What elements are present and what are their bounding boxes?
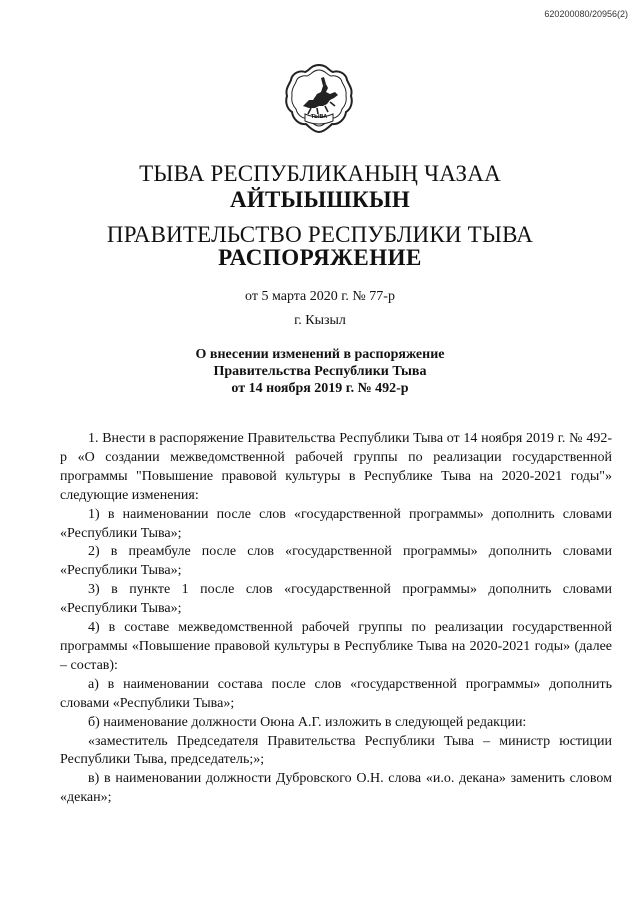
body-paragraph: б) наименование должности Оюна А.Г. изложить в следующей редакции: xyxy=(88,714,527,730)
body-paragraph: «заместитель Председателя Правительства Республики Тыва – министр юстиции Республики Тыва, председатель;»; xyxy=(60,733,612,768)
header-tuvan-order: АЙТЫЫШКЫН xyxy=(229,187,411,212)
body-paragraph: а) в наименовании состава после слов «государственной программы» дополнить словами «Республики Тыва»; xyxy=(60,676,612,711)
body-paragraph: 4) в составе межведомственной рабочей группы по реализации государственной программы «Повышение правовой культуры в Республике Тыва на 2020-2021 годы» (далее – состав): xyxy=(60,620,612,673)
body-paragraph: 2) в преамбуле после слов «государственной программы» дополнить словами «Республики Тыва»; xyxy=(60,544,612,579)
document-city: г. Кызыл xyxy=(294,313,346,328)
header-government: ПРАВИТЕЛЬСТВО РЕСПУБЛИКИ ТЫВА xyxy=(106,222,534,247)
document-date-number: от 5 марта 2020 г. № 77-р xyxy=(245,289,395,304)
subject-line-3: от 14 ноября 2019 г. № 492-р xyxy=(231,381,409,396)
subject-line-1: О внесении изменений в распоряжение xyxy=(195,347,445,362)
document-subject xyxy=(0,346,640,397)
header-tuvan-government: ТЫВА РЕСПУБЛИКАНЫҢ ЧАЗАА xyxy=(139,161,501,186)
emblem-label: ТЫВА xyxy=(310,114,328,120)
document-body xyxy=(60,430,612,808)
body-paragraph: 3) в пункте 1 после слов «государственной программы» дополнить словами «Республики Тыва»; xyxy=(60,582,612,617)
subject-line-2: Правительства Республики Тыва xyxy=(213,364,427,379)
body-paragraph: 1. Внести в распоряжение Правительства Республики Тыва от 14 ноября 2019 г. № 492-р «О создании межведомственной рабочей группы по реализации государственной программы "Повышение правовой культуры в Республике Тыва на 2020-2021 годы"» следующие изменения: xyxy=(60,431,612,503)
body-paragraph: 1) в наименовании после слов «государственной программы» дополнить словами «Республики Тыва»; xyxy=(60,506,612,541)
body-paragraph: в) в наименовании должности Дубровского О.Н. слова «и.о. декана» заменить словом «декан»; xyxy=(60,771,612,806)
document-code: 620200080/20956(2) xyxy=(544,9,628,19)
header-order-title: РАСПОРЯЖЕНИЕ xyxy=(218,245,422,270)
coat-of-arms-emblem xyxy=(283,62,355,136)
